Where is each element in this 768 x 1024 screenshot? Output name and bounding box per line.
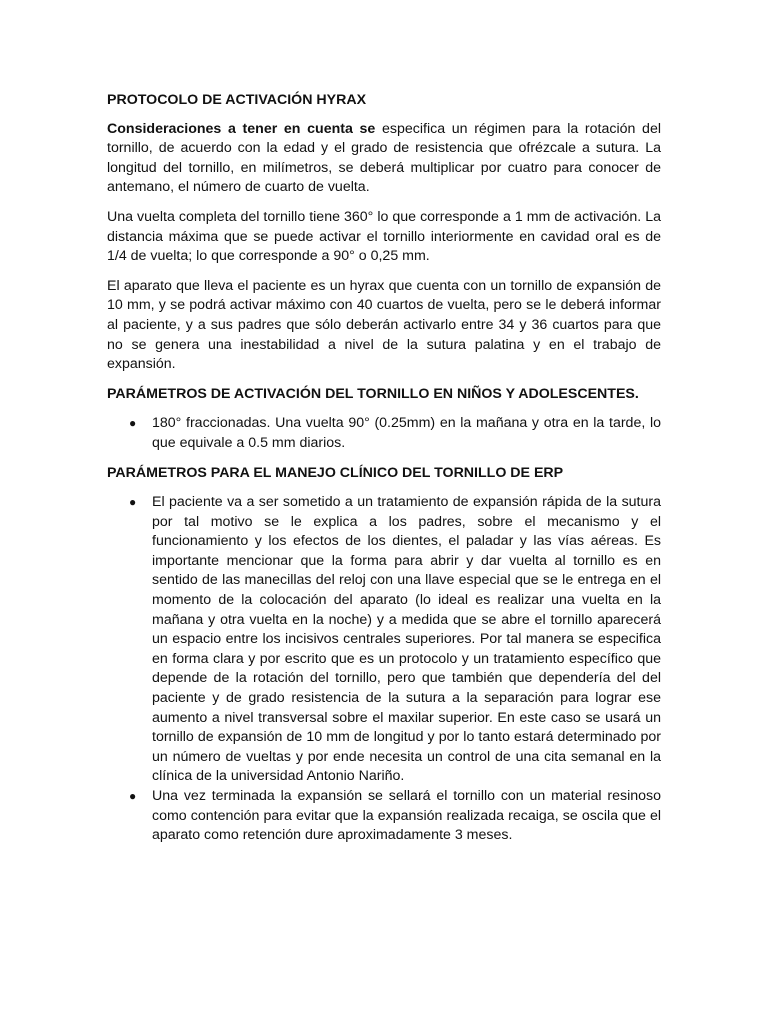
list-item [107, 493, 661, 787]
list-item-text: 180° fraccionadas. Una vuelta 90° (0.25mm) en la mañana y otra en la tarde, lo que equivale a 0.5 mm diarios. [152, 415, 661, 451]
paragraph-appliance: El aparato que lleva el paciente es un hyrax que cuenta con un tornillo de expansión de 10 mm, y se podrá activar máximo con 40 cuartos de vuelta, pero se le deberá informar al paciente, y a sus padres que sólo deberán activarlo entre 34 y 36 cuartos para que no se genera una inestabilidad a nivel de la sutura palatina y en el trabajo de expansión. [107, 277, 661, 373]
intro-paragraph [107, 120, 661, 198]
bullet-icon: ● [129, 789, 137, 803]
list-item-text: Una vez terminada la expansión se sellará el tornillo con un material resinoso como contención para evitar que la expansión realizada recaiga, se oscila que el aparato como retención dure aproximadamente 3 meses. [152, 788, 661, 844]
heading-clinical-management: PARÁMETROS PARA EL MANEJO CLÍNICO DEL TORNILLO DE ERP [107, 464, 564, 481]
list-item [107, 414, 661, 453]
bullet-icon: ● [129, 495, 137, 510]
bullet-icon: ● [129, 416, 137, 431]
list-item [107, 787, 661, 846]
document-title: PROTOCOLO DE ACTIVACIÓN HYRAX [107, 92, 367, 108]
activation-list [107, 414, 661, 453]
clinical-list [107, 493, 661, 846]
intro-text: especifica un régimen para la rotación del tornillo, de acuerdo con la edad y el grado de resistencia que ofrézcale a sutura. La longitud del tornillo, en milímetros, se deberá multiplicar por cuatro para conocer de antemano, el número de cuarto de vuelta. [107, 120, 661, 196]
intro-lead: Consideraciones a tener en cuenta se [107, 120, 376, 137]
list-item-text: El paciente va a ser sometido a un tratamiento de expansión rápida de la sutura por tal motivo se le explica a los padres, sobre el mecanismo y el funcionamiento y los efectos de los dientes, el paladar y las vías aéreas. Es importante mencionar que la forma para abrir y dar vuelta al tornillo es en sentido de las manecillas del reloj con una llave especial que se le entrega en el momento de la colocación del aparato (lo ideal es realizar una vuelta en la mañana y otra vuelta en la noche) y a medida que se abre el tornillo aparecerá un espacio entre los incisivos centrales superiores. Por tal manera se especifica en forma clara y por escrito que es un protocolo y un tratamiento específico que depende de la rotación del tornillo, pero que también que dependería del del paciente y de grado resistencia de la sutura a la separación para lograr ese aumento a nivel transversal sobre el maxilar superior. En este caso se usará un tornillo de expansión de 10 mm de longitud y por lo tanto estará determinado por un número de vueltas y por ende necesita un control de una cita semanal en la clínica de la universidad Antonio Nariño. [152, 494, 661, 785]
heading-activation-parameters: PARÁMETROS DE ACTIVACIÓN DEL TORNILLO EN NIÑOS Y ADOLESCENTES. [107, 385, 639, 402]
paragraph-full-turn: Una vuelta completa del tornillo tiene 360° lo que corresponde a 1 mm de activación. La distancia máxima que se puede activar el tornillo interiormente en cavidad oral es de 1/4 de vuelta; lo que corresponde a 90° o 0,25 mm. [107, 208, 661, 265]
